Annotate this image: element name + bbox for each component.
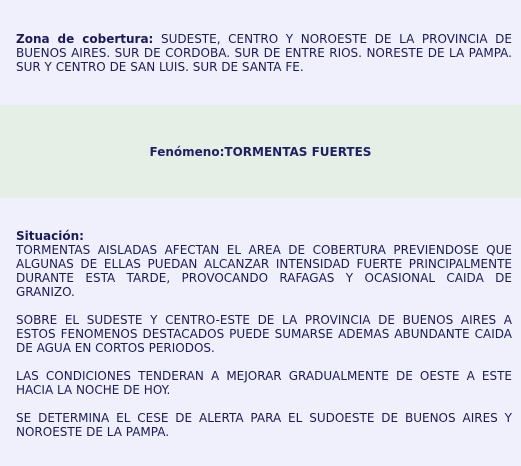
coverage-label: Zona de cobertura: (16, 32, 154, 46)
coverage-text: SUDESTE, CENTRO Y NOROESTE DE LA PROVINCIA DE BUENOS AIRES. SUR DE CORDOBA. SUR DE ENTRE RIOS. NORESTE DE LA PAMPA. SUR Y CENTRO DE SAN LUIS. SUR DE SANTA FE. (16, 32, 512, 74)
situation-label: Situación: (16, 229, 84, 243)
situation-paragraph: SE DETERMINA EL CESE DE ALERTA PARA EL SUDOESTE DE BUENOS AIRES Y NOROESTE DE LA PAMPA. (16, 411, 512, 439)
situation-paragraph: SOBRE EL SUDESTE Y CENTRO-ESTE DE LA PROVINCIA DE BUENOS AIRES A ESTOS FENOMENOS DESTACADOS PUEDE SUMARSE ADEMAS ABUNDANTE CAIDA DE AGUA EN CORTOS PERIODOS. (16, 313, 512, 355)
situation-section (0, 198, 521, 439)
situation-paragraph: LAS CONDICIONES TENDERAN A MEJORAR GRADUALMENTE DE OESTE A ESTE HACIA LA NOCHE DE HOY. (16, 369, 512, 397)
phenomenon-banner (0, 105, 521, 198)
situation-paragraph: TORMENTAS AISLADAS AFECTAN EL AREA DE COBERTURA PREVIENDOSE QUE ALGUNAS DE ELLAS PUEDAN ALCANZAR INTENSIDAD FUERTE PRINCIPALMENTE DURANTE ESTA TARDE, PROVOCANDO RAFAGAS Y OCASIONAL CAIDA DE GRANIZO. (16, 243, 512, 299)
coverage-section (0, 0, 521, 105)
phenomenon-label: Fenómeno: (149, 144, 225, 159)
phenomenon-value: TORMENTAS FUERTES (224, 144, 372, 159)
